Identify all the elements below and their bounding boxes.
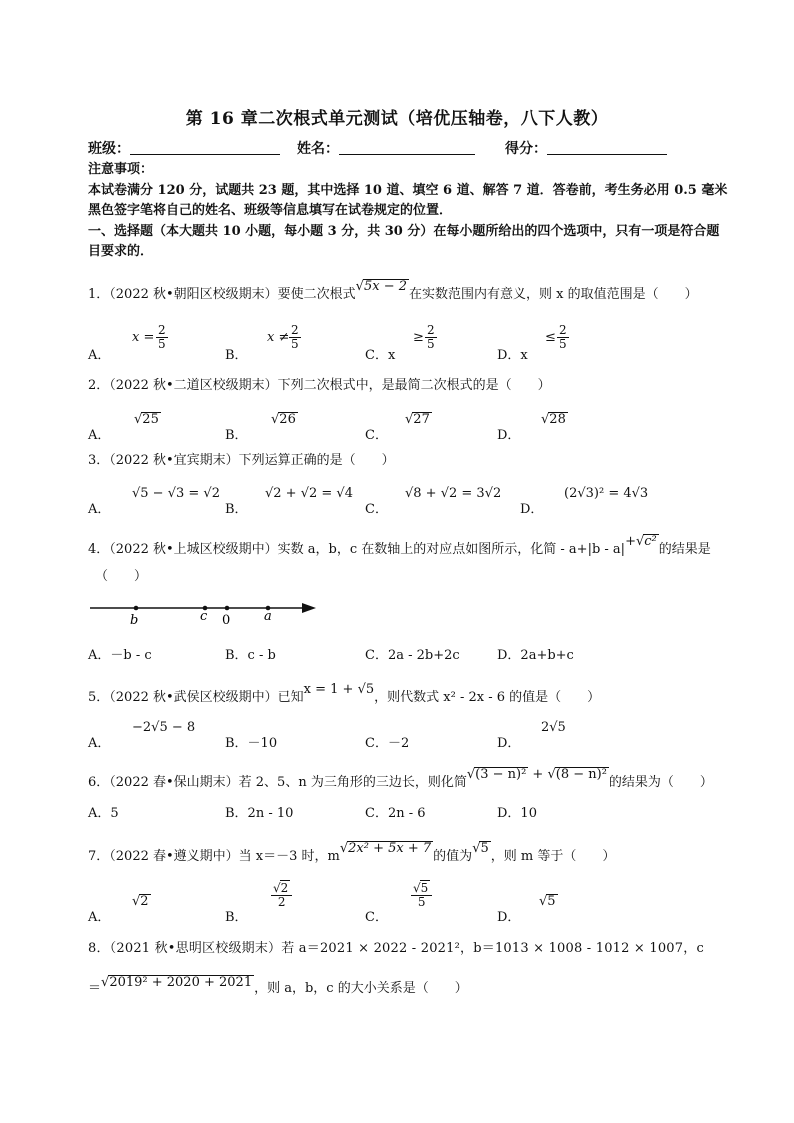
section-heading: 一、选择题（本大题共 10 小题，每小题 3 分，共 30 分）在每小题所给出的四个选项中，只有一项是符合题目要求的． [88,223,720,259]
q5-option-b[interactable]: B．－10 [225,736,278,751]
class-blank[interactable] [130,140,280,155]
notes-heading: 注意事项： [88,162,154,177]
q2-option-c[interactable]: C． √27 [365,412,430,443]
question-1-stem: 1．（2022 秋•朝阳区校级期末）要使二次根式 [88,287,356,302]
q5-option-c[interactable]: C．－2 [365,736,410,751]
q5-option-a[interactable]: A． −2√5 − 8 [88,720,196,751]
q3-option-c[interactable]: C． √8 + √2 = 3√2 [365,486,502,517]
point-b [134,606,139,611]
q6-option-d[interactable]: D．10 [497,806,537,821]
q7-option-a[interactable]: A． √2 [88,894,149,925]
q6-option-c[interactable]: C．2n - 6 [365,806,426,821]
q4-option-b[interactable]: B．c - b [225,648,276,663]
q6-option-a[interactable]: A．5 [88,806,119,821]
question-3: 3．（2022 秋•宜宾期末）下列运算正确的是（ ） [88,453,395,468]
q2-option-b[interactable]: B． √26 [225,412,296,443]
name-field [297,138,475,158]
q1-option-a[interactable]: A． x = $\frac{2}{5}$ [88,323,166,363]
exam-notes [88,160,728,263]
question-7: 7．（2022 春•遵义期中）当 x＝－3 时，m√2x² + 5x + 7的值为√5，则 m 等于（ ） [88,841,616,864]
q7-option-c[interactable]: C． $\frac{√5}{5}$ [365,906,388,925]
q1-radical: √5x − 2 [355,279,407,294]
q3-option-b[interactable]: B． √2 + √2 = √4 [225,486,353,517]
label-c: c [200,609,208,624]
name-blank[interactable] [339,140,475,155]
q2-option-d[interactable]: D． √28 [497,412,566,443]
question-5: 5．（2022 秋•武侯区校级期中）已知x = 1 + √5，则代数式 x² - 2x - 6 的值是（ ） [88,682,601,705]
question-2: 2．（2022 秋•二道区校级期末）下列二次根式中，是最简二次根式的是（ ） [88,378,551,393]
q1-option-d[interactable]: D．x ≤ $\frac{2}{5}$ [497,323,567,363]
page-title: 第 16 章二次根式单元测试（培优压轴卷，八下人教） [185,109,609,129]
q6-option-b[interactable]: B．2n - 10 [225,806,294,821]
question-8-line2: ＝√2019² + 2020 + 2021 ，则 a，b，c 的大小关系是（ ） [88,975,468,996]
q1-option-c[interactable]: C．x ≥ $\frac{2}{5}$ [365,323,435,363]
question-1-stem-end: 在实数范围内有意义，则 x 的取值范围是（ ） [408,287,698,302]
label-0: 0 [222,613,231,628]
q1-option-b[interactable]: B． x ≠ $\frac{2}{5}$ [225,323,299,363]
question-4-bracket: （ ） [95,569,148,584]
q4-option-d[interactable]: D．2a+b+c [497,648,574,663]
q3-option-d[interactable]: D． (2√3)² = 4√3 [520,486,649,517]
label-a: a [264,609,272,624]
q4-option-c[interactable]: C．2a - 2b+2c [365,648,460,663]
q2-option-a[interactable]: A． √25 [88,412,159,443]
q5-option-d[interactable]: D． 2√5 [497,720,566,751]
q4-option-a[interactable]: A．－b - c [88,648,152,663]
label-b: b [130,613,139,628]
question-1 [88,279,698,304]
question-4-stem: 4．（2022 秋•上城区校级期中）实数 a，b，c 在数轴上的对应点如图所示，化简 - a+|b - a| [88,542,626,557]
name-label: 姓名： [297,141,339,157]
number-line-arrow-icon [302,603,316,613]
notes-text: 本试卷满分 120 分，试题共 23 题，其中选择 10 道、填空 6 道、解答 7 道．答卷前，考生务必用 0.5 毫米黑色签字笔将自己的姓名、班级等信息填写在试卷规定的位置． [88,182,728,218]
number-line [88,596,328,632]
q3-option-a[interactable]: A． √5 − √3 = √2 [88,486,220,517]
score-label: 得分： [505,141,547,157]
class-field [88,138,280,158]
score-field [505,138,667,158]
q7-option-d[interactable]: D． √5 [497,894,556,925]
question-6: 6．（2022 春•保山期末）若 2、5、n 为三角形的三边长，则化简√(3 − n)² + √(8 − n)²的结果为（ ） [88,767,713,790]
point-0 [225,606,230,611]
question-8: 8．（2021 秋•思明区校级期末）若 a＝2021 × 2022 - 2021²，b＝1013 × 1008 - 1012 × 1007，c [88,941,704,956]
class-label: 班级： [88,141,130,157]
question-4: 4．（2022 秋•上城区校级期中）实数 a，b，c 在数轴上的对应点如图所示，化简 - a+|b - a|+√c²的结果是 [88,534,711,557]
score-blank[interactable] [547,140,667,155]
q7-option-b[interactable]: B． $\frac{√2}{2}$ [225,906,248,925]
